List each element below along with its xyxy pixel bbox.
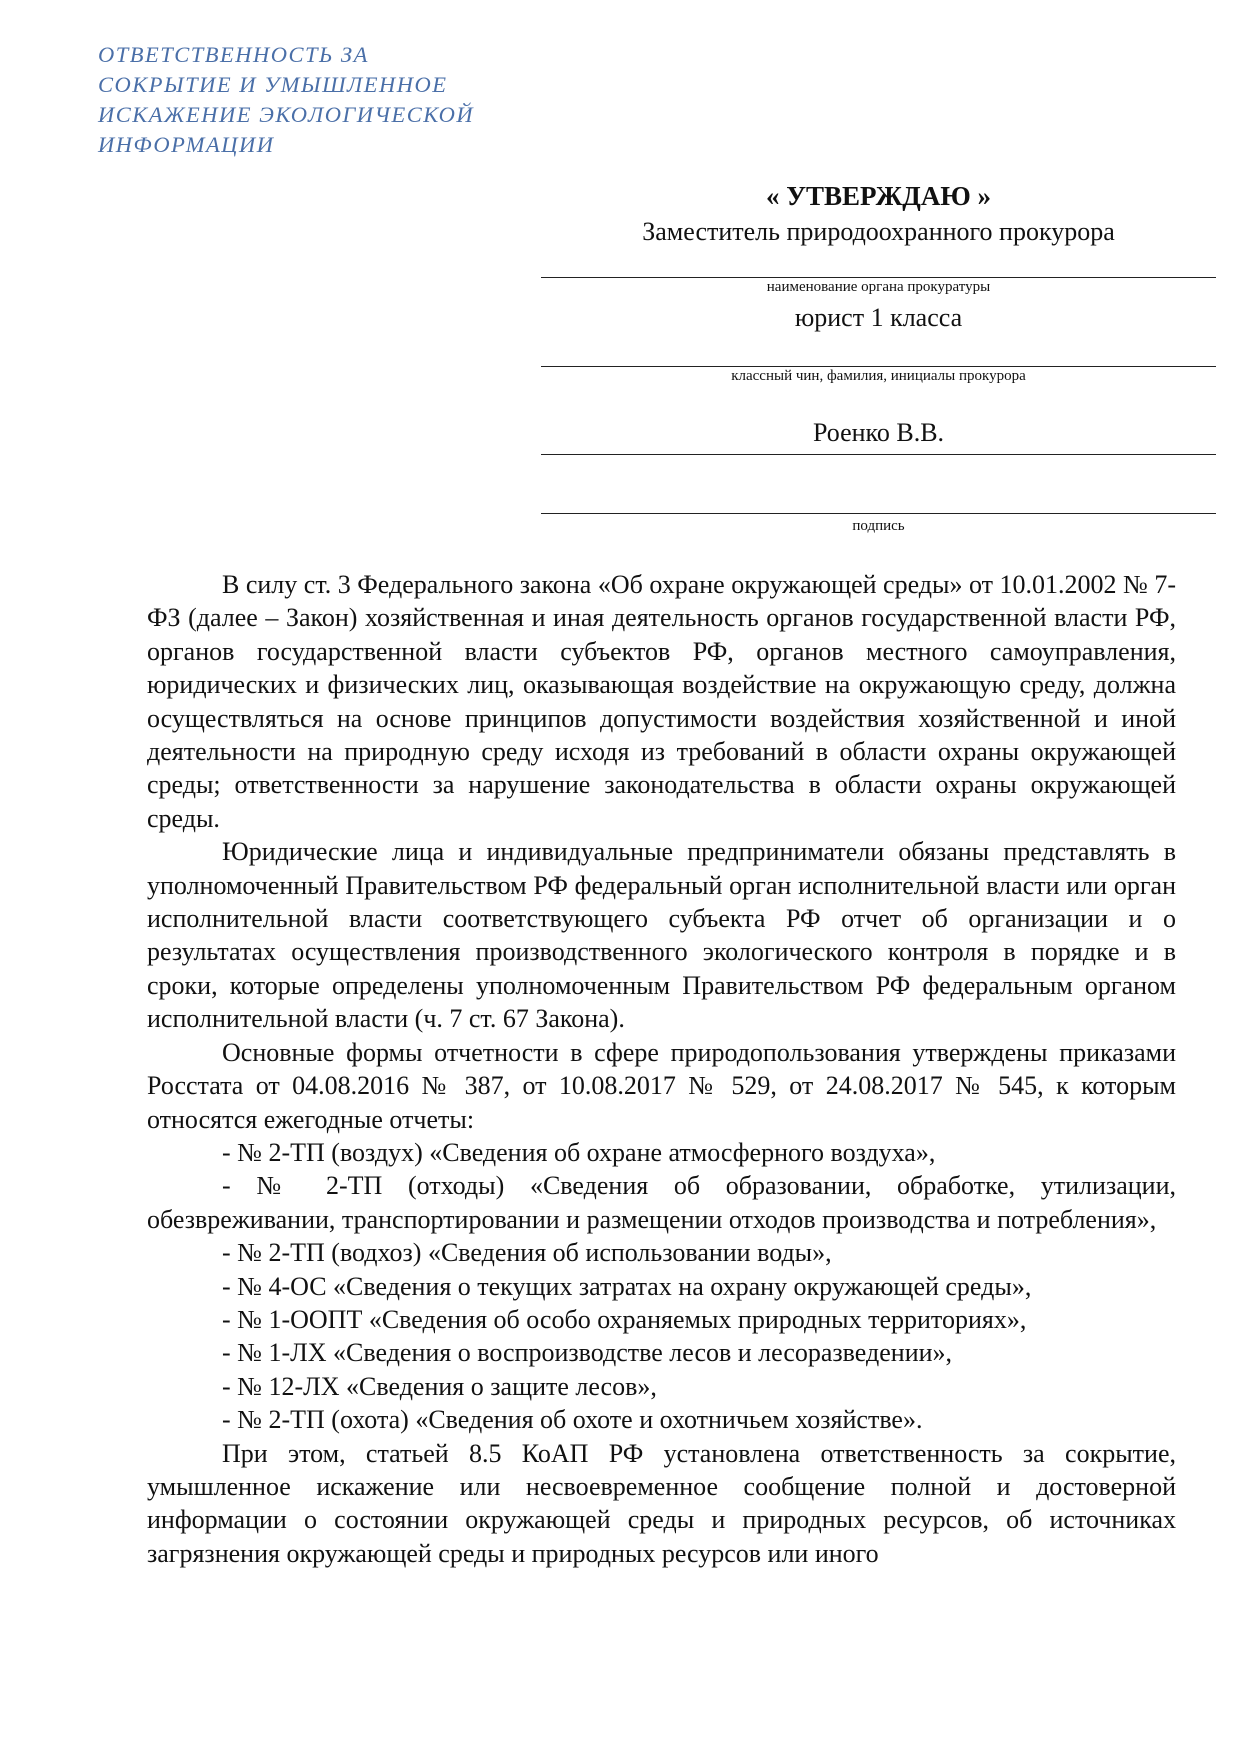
signature-caption: подпись — [852, 518, 905, 534]
body-paragraph: Основные формы отчетности в сфере природопользования утверждены приказами Росстата от 04.08.2016 № 387, от 10.08.2017 № 529, от 24.08.2017 № 545, к которым относятся ежегодные отчеты: — [147, 1037, 1176, 1134]
approval-position: Заместитель природоохранного прокурора — [642, 217, 1115, 246]
body-paragraph: В силу ст. 3 Федерального закона «Об охране окружающей среды» от 10.01.2002 № 7-ФЗ (далее – Закон) хозяйственная и иная деятельность органов государственной власти РФ, органов государственной власти субъектов РФ, органов местного самоуправления, юридических и физических лиц, оказывающая воздействие на окружающую среду, должна осуществляться на основе принципов допустимости воздействия хозяйственной и иной деятельности на природную среду исходя из требований в области охраны окружающей среды; ответственности за нарушение законодательства в области охраны окружающей среды. — [147, 570, 1176, 833]
list-item: - № 2-ТП (охота) «Сведения об охоте и охотничьем хозяйстве». — [222, 1405, 923, 1435]
heading-line: ИСКАЖЕНИЕ ЭКОЛОГИЧЕСКОЙ — [98, 102, 475, 127]
organ-caption: наименование органа прокуратуры — [766, 279, 991, 295]
list-item: - № 1-ЛХ «Сведения о воспроизводстве лесов и лесоразведении», — [222, 1338, 953, 1368]
closing-paragraph: При этом, статьей 8.5 КоАП РФ установлена ответственность за сокрытие, умышленное искажение или несвоевременное сообщение полной и достоверной информации о состоянии окружающей среды и природных ресурсов, об источниках загрязнения окружающей среды и природных ресурсов или иного — [147, 1438, 1176, 1568]
list-item: - № 4-ОС «Сведения о текущих затратах на охрану окружающей среды», — [222, 1271, 1032, 1301]
list-item: - № 2-ТП (воздух) «Сведения об охране атмосферного воздуха», — [222, 1137, 936, 1167]
signature-line — [541, 513, 1216, 514]
approval-title: « УТВЕРЖДАЮ » — [765, 181, 992, 211]
heading-line: СОКРЫТИЕ И УМЫШЛЕННОЕ — [98, 72, 448, 97]
rank-caption: классный чин, фамилия, инициалы прокурора — [731, 368, 1026, 384]
list-item: - № 2-ТП (отходы) «Сведения об образовании, обработке, утилизации, обезвреживании, транспортировании и размещении отходов производства и потребления», — [147, 1171, 1176, 1234]
list-item: - № 1-ООПТ «Сведения об особо охраняемых природных территориях», — [222, 1304, 1027, 1334]
document-heading — [98, 40, 568, 160]
list-item: - № 2-ТП (водхоз) «Сведения об использовании воды», — [222, 1238, 832, 1268]
body-paragraph: Юридические лица и индивидуальные предприниматели обязаны представлять в уполномоченный Правительством РФ федеральный орган исполнительной власти или орган исполнительной власти соответствующего субъекта РФ отчет об организации и о результатах осуществления производственного экологического контроля в порядке и в сроки, которые определены уполномоченным Правительством РФ федеральным органом исполнительной власти (ч. 7 ст. 67 Закона). — [147, 837, 1176, 1034]
list-item: - № 12-ЛХ «Сведения о защите лесов», — [222, 1371, 657, 1401]
document-body — [147, 568, 1176, 1570]
name-line — [541, 454, 1216, 455]
heading-line: ОТВЕТСТВЕННОСТЬ ЗА — [98, 42, 369, 67]
heading-line: ИНФОРМАЦИИ — [98, 132, 275, 157]
approval-name: Роенко В.В. — [812, 418, 945, 447]
approval-rank: юрист 1 класса — [794, 303, 963, 332]
